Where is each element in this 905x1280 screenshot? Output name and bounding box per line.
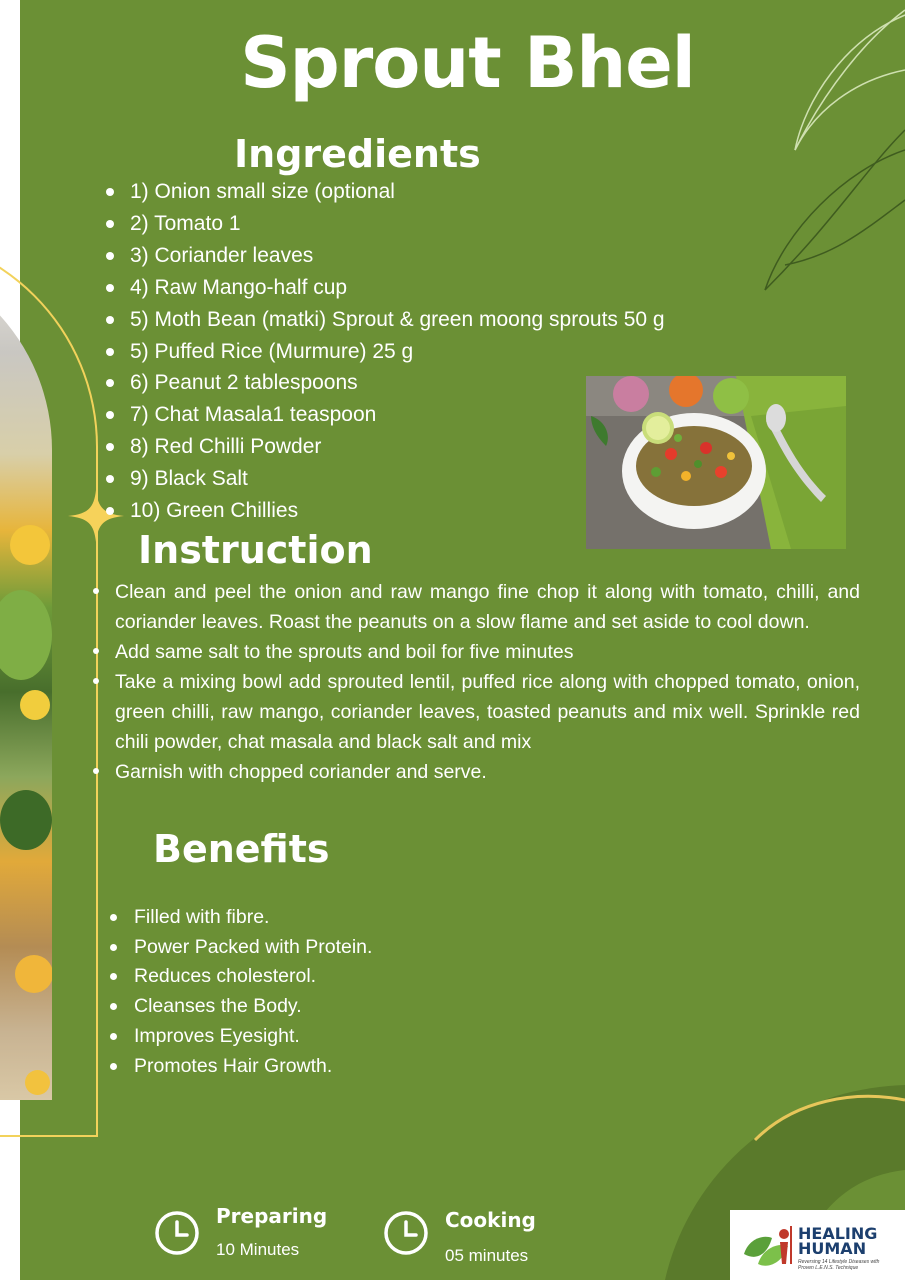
list-item: Power Packed with Protein. (110, 933, 372, 963)
list-item: 8) Red Chilli Powder (106, 431, 665, 463)
list-item: 6) Peanut 2 tablespoons (106, 367, 665, 399)
list-item: Filled with fibre. (110, 903, 372, 933)
list-item: Promotes Hair Growth. (110, 1052, 372, 1082)
benefits-heading: Benefits (153, 827, 330, 871)
list-item: 3) Coriander leaves (106, 240, 665, 272)
list-item: 5) Moth Bean (matki) Sprout & green moong sprouts 50 g (106, 304, 665, 336)
list-item: Take a mixing bowl add sprouted lentil, puffed rice along with chopped tomato, onion, green chilli, raw mango, coriander leaves, toasted peanuts and mix well. Sprinkle red chili powder, chat masala and black salt and mix (90, 667, 860, 757)
brand-logo (730, 1210, 905, 1280)
instruction-list (90, 577, 860, 787)
list-item: 9) Black Salt (106, 463, 665, 495)
cooking-value: 05 minutes (445, 1246, 529, 1265)
list-item: Add same salt to the sprouts and boil for five minutes (90, 637, 860, 667)
list-item: Garnish with chopped coriander and serve. (90, 757, 860, 787)
list-item: 1) Onion small size (optional (106, 176, 665, 208)
clock-icon (154, 1210, 200, 1256)
list-item: Cleanses the Body. (110, 992, 372, 1022)
clock-icon (383, 1210, 429, 1256)
page-title: Sprout Bhel (240, 22, 695, 104)
food-photo (586, 376, 846, 549)
ingredients-list (106, 176, 665, 527)
arch-frame (0, 232, 98, 1137)
preparing-label: Preparing (216, 1204, 328, 1228)
logo-divider (790, 1226, 792, 1264)
ingredients-heading: Ingredients (234, 132, 481, 176)
list-item: Reduces cholesterol. (110, 962, 372, 992)
list-item: Improves Eyesight. (110, 1022, 372, 1052)
list-item: 2) Tomato 1 (106, 208, 665, 240)
instruction-heading: Instruction (138, 528, 373, 572)
list-item: Clean and peel the onion and raw mango fine chop it along with tomato, chilli, and coriander leaves. Roast the peanuts on a slow flame and set aside to cool down. (90, 577, 860, 637)
preparing-value: 10 Minutes (216, 1240, 300, 1259)
logo-tagline: Reversing 14 Lifestyle Diseases with Proven L.E.N.S. Technique (798, 1259, 880, 1271)
list-item: 10) Green Chillies (106, 495, 665, 527)
benefits-list (110, 903, 372, 1081)
logo-text-line1: HEALING (798, 1224, 878, 1243)
list-item: 4) Raw Mango-half cup (106, 272, 665, 304)
cooking-label: Cooking (445, 1208, 536, 1232)
list-item: 7) Chat Masala1 teaspoon (106, 399, 665, 431)
logo-text-line2: HUMAN (798, 1239, 867, 1258)
list-item: 5) Puffed Rice (Murmure) 25 g (106, 336, 665, 368)
